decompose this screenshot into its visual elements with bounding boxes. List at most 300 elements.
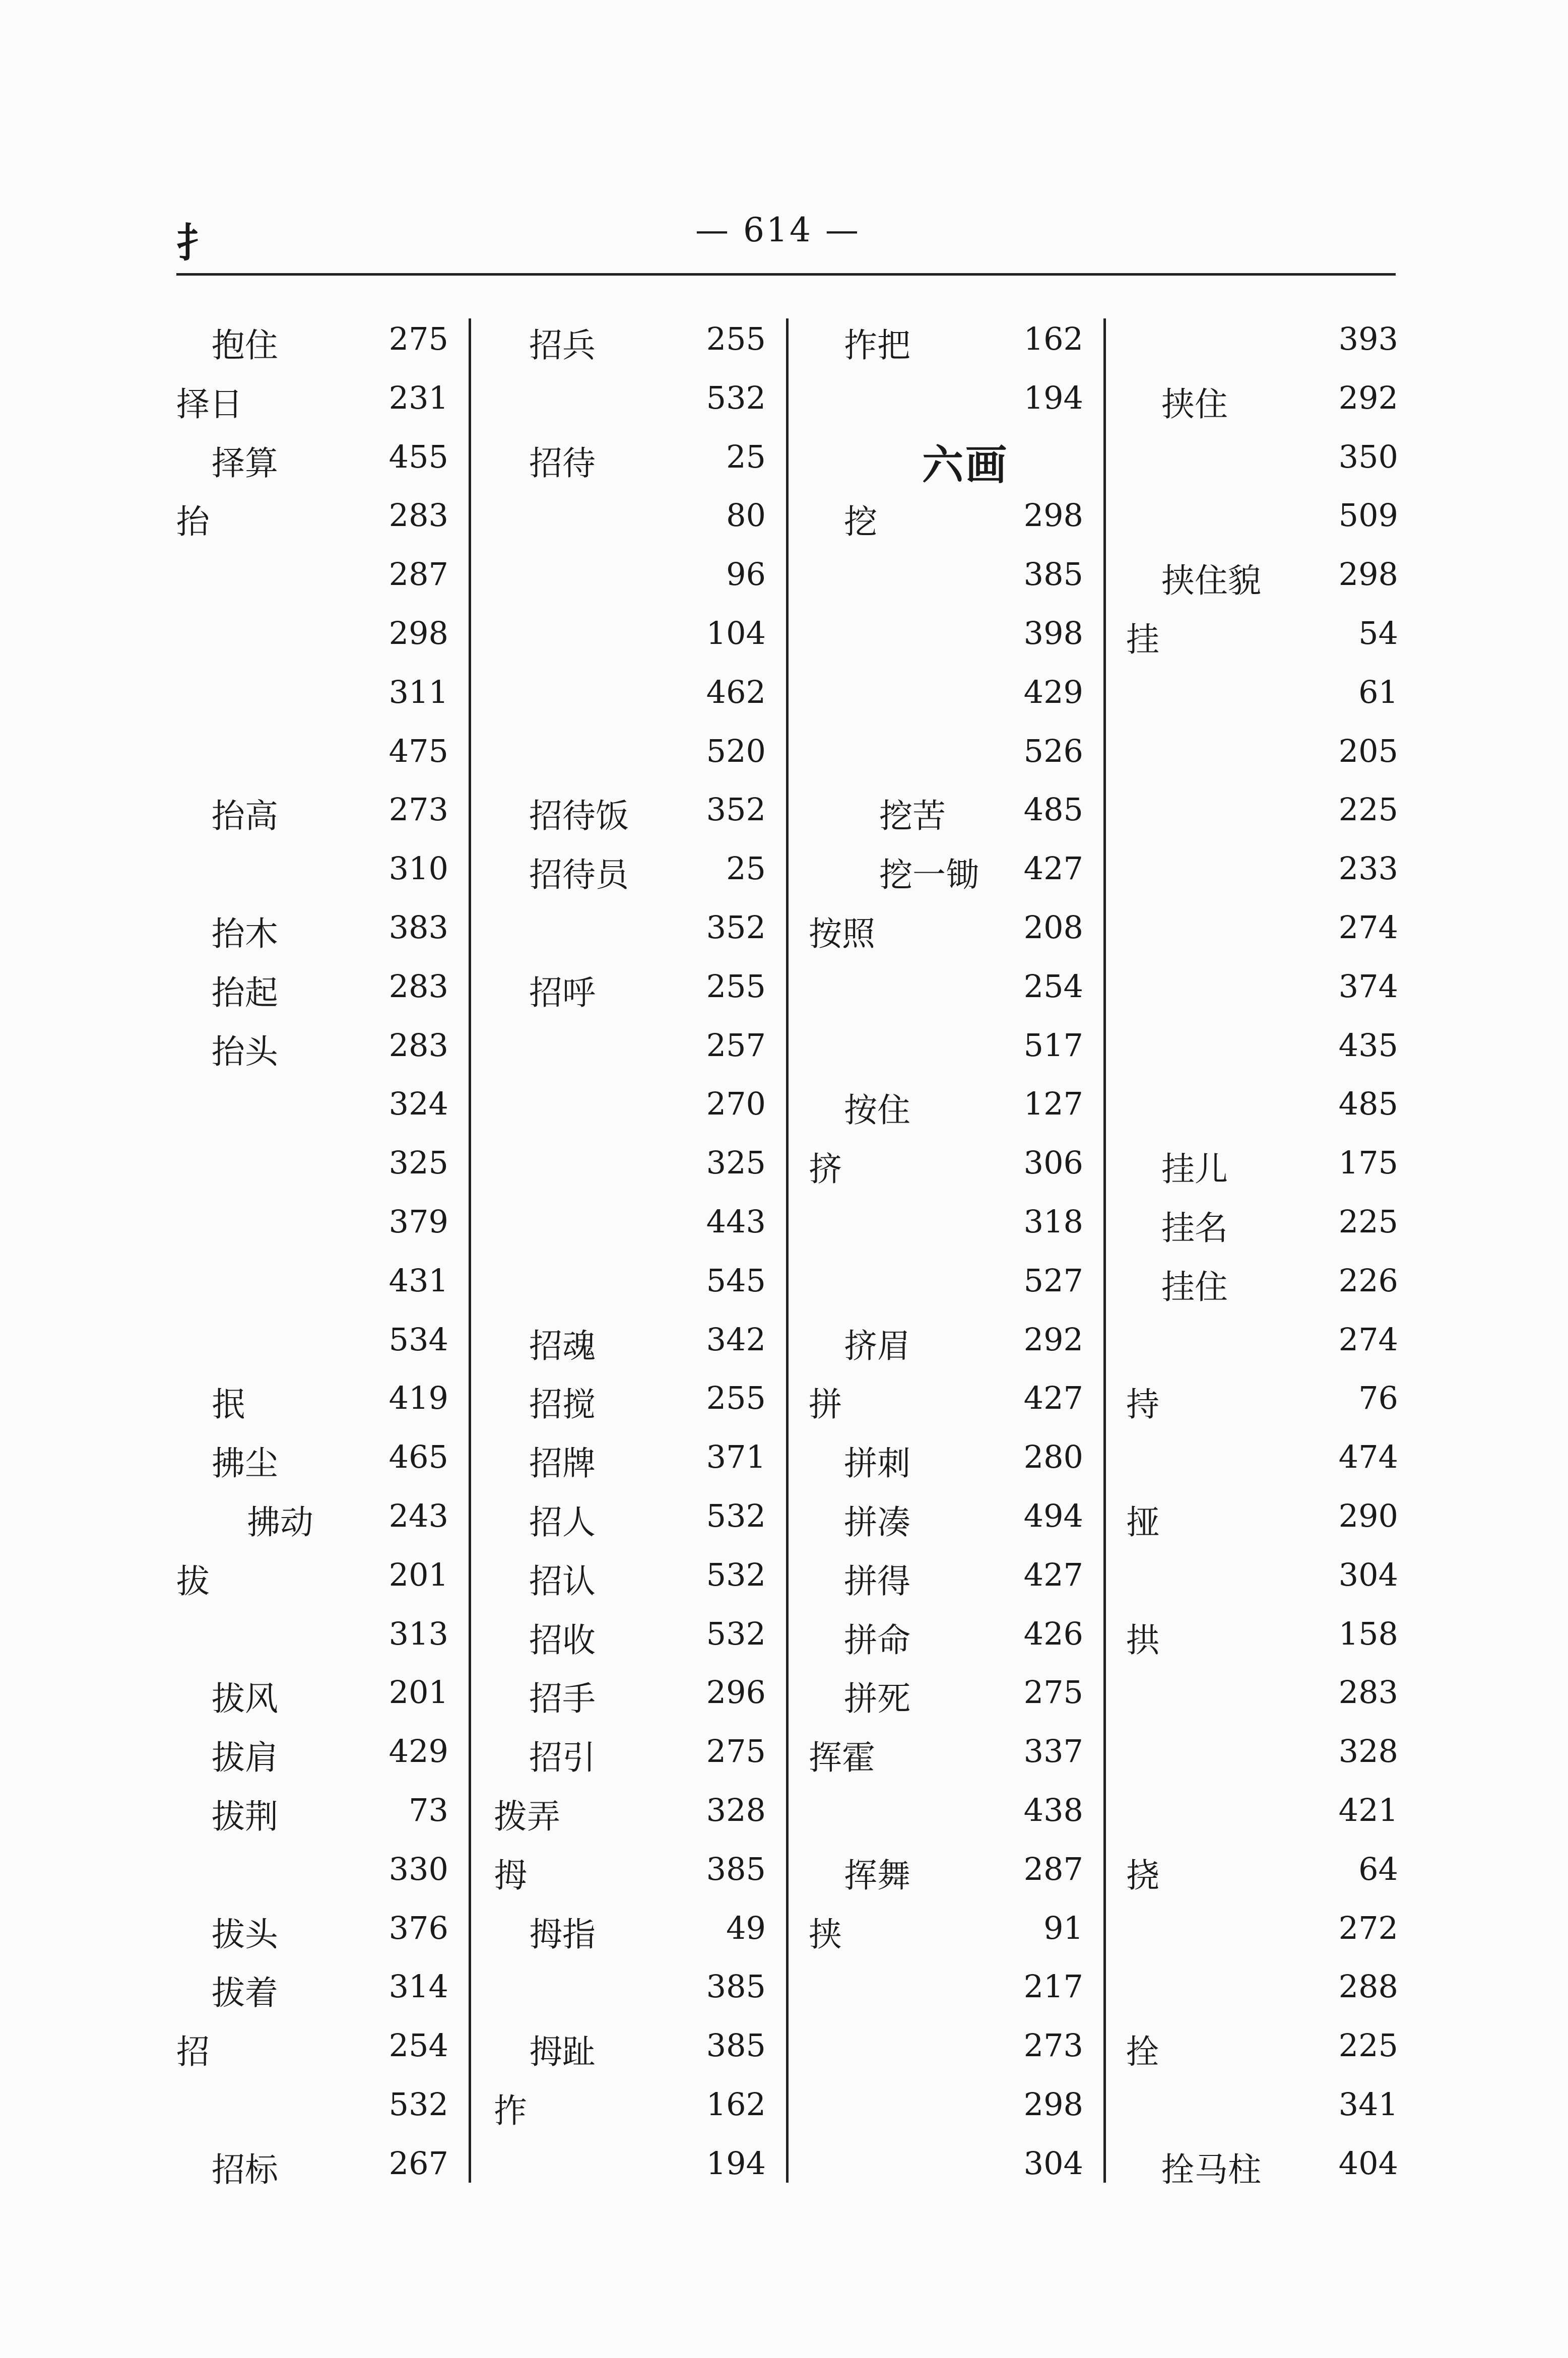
index-entry (494, 787, 766, 846)
index-entry (1126, 1611, 1398, 1670)
entry-page-number: 385 (706, 1968, 766, 2005)
entry-page-number: 194 (706, 2144, 766, 2182)
entry-page-number: 25 (726, 438, 766, 475)
index-entry (176, 1788, 448, 1847)
entry-page-number: 274 (1338, 1321, 1398, 1358)
index-entry (494, 316, 766, 375)
index-entry (1126, 1552, 1398, 1611)
entry-term: 招待 (529, 443, 596, 483)
index-entry (1126, 1729, 1398, 1788)
entry-page-number: 283 (388, 1026, 448, 1064)
entry-page-number: 25 (726, 850, 766, 887)
entry-page-number: 398 (1023, 614, 1083, 651)
entry-page-number: 532 (706, 1497, 766, 1534)
entry-term: 按照 (809, 914, 875, 953)
index-entry (809, 1081, 1083, 1140)
index-entry (1126, 1434, 1398, 1493)
index-entry (176, 1729, 448, 1788)
entry-term: 拼 (809, 1385, 842, 1424)
entry-page-number: 127 (1023, 1085, 1083, 1123)
index-entry (1126, 1670, 1398, 1729)
index-entry (494, 1081, 766, 1140)
entry-page-number: 532 (706, 1615, 766, 1652)
index-entry (176, 1670, 448, 1729)
page-number: — 614 — (695, 211, 861, 249)
entry-page-number: 287 (388, 556, 448, 593)
index-entry (809, 1376, 1083, 1434)
entry-term: 招兵 (529, 326, 596, 365)
index-entry (494, 1788, 766, 1847)
index-entry (809, 2023, 1083, 2082)
index-entry (809, 316, 1083, 375)
index-entry (494, 1906, 766, 1964)
entry-page-number: 311 (388, 673, 448, 710)
entry-page-number: 385 (706, 1850, 766, 1887)
entry-term: 挟住貌 (1161, 561, 1261, 601)
entry-page-number: 225 (1338, 791, 1398, 828)
entry-page-number: 341 (1338, 2085, 1398, 2123)
entry-page-number: 296 (706, 1674, 766, 1711)
entry-page-number: 526 (1023, 732, 1083, 769)
index-entry (1126, 1376, 1398, 1434)
index-entry (809, 1906, 1083, 1964)
entry-page-number: 231 (388, 379, 448, 416)
index-entry (494, 1964, 766, 2023)
entry-page-number: 465 (388, 1438, 448, 1476)
entry-page-number: 280 (1023, 1438, 1083, 1476)
entry-page-number: 429 (1023, 673, 1083, 710)
entry-page-number: 385 (1023, 556, 1083, 593)
entry-term: 拼命 (844, 1620, 910, 1660)
entry-page-number: 255 (706, 967, 766, 1005)
entry-page-number: 267 (388, 2144, 448, 2182)
index-entry (176, 493, 448, 552)
entry-page-number: 283 (388, 497, 448, 534)
entry-term: 拴 (1126, 2033, 1159, 2072)
entry-term: 拼凑 (844, 1502, 910, 1542)
entry-term: 拃把 (844, 326, 910, 365)
entry-term: 招魂 (529, 1326, 596, 1365)
index-entry (494, 552, 766, 611)
entry-term: 抱住 (212, 326, 278, 365)
index-entry (494, 1670, 766, 1729)
entry-page-number: 233 (1338, 850, 1398, 887)
entry-term: 拔肩 (212, 1738, 278, 1778)
entry-term: 挖一锄 (879, 856, 979, 895)
entry-term: 抬高 (212, 797, 278, 836)
index-entry (176, 1023, 448, 1082)
index-entry (494, 493, 766, 552)
entry-page-number: 201 (388, 1556, 448, 1593)
entry-page-number: 532 (388, 2085, 448, 2123)
entry-page-number: 532 (706, 379, 766, 416)
entry-page-number: 427 (1023, 850, 1083, 887)
index-entry (176, 1317, 448, 1376)
entry-page-number: 393 (1338, 320, 1398, 357)
entry-term: 招牌 (529, 1444, 596, 1483)
entry-term: 拇 (494, 1856, 527, 1895)
entry-page-number: 275 (1023, 1674, 1083, 1711)
entry-term: 拨弄 (494, 1797, 560, 1836)
column-divider (469, 318, 471, 2183)
entry-page-number: 379 (388, 1203, 448, 1240)
index-entry (176, 905, 448, 964)
index-entry (809, 729, 1083, 788)
entry-term: 招人 (529, 1502, 596, 1542)
index-entry (494, 1140, 766, 1199)
index-entry (176, 1493, 448, 1552)
entry-page-number: 290 (1338, 1497, 1398, 1534)
index-entry (494, 611, 766, 670)
index-entry (1126, 611, 1398, 670)
index-entry (494, 1434, 766, 1493)
entry-page-number: 534 (388, 1321, 448, 1358)
index-entry (809, 1788, 1083, 1847)
entry-term: 抬木 (212, 914, 278, 953)
entry-term: 招搅 (529, 1385, 596, 1424)
entry-term: 拼刺 (844, 1444, 910, 1483)
entry-page-number: 494 (1023, 1497, 1083, 1534)
index-entry (809, 1847, 1083, 1906)
entry-term: 招呼 (529, 973, 596, 1012)
entry-page-number: 194 (1023, 379, 1083, 416)
entry-term: 拇指 (529, 1915, 596, 1954)
index-entry (809, 2082, 1083, 2141)
index-entry (176, 1434, 448, 1493)
entry-page-number: 328 (706, 1791, 766, 1828)
index-entry (176, 787, 448, 846)
entry-page-number: 352 (706, 908, 766, 946)
entry-page-number: 310 (388, 850, 448, 887)
entry-term: 拔头 (212, 1915, 278, 1954)
index-entry (494, 2141, 766, 2200)
index-entry (176, 375, 448, 434)
index-entry (1126, 1081, 1398, 1140)
entry-page-number: 255 (706, 1380, 766, 1417)
index-entry (1126, 1317, 1398, 1376)
index-entry (176, 1552, 448, 1611)
index-entry (809, 493, 1083, 552)
entry-page-number: 313 (388, 1615, 448, 1652)
entry-page-number: 419 (388, 1380, 448, 1417)
index-entry (494, 670, 766, 729)
entry-page-number: 273 (1023, 2027, 1083, 2064)
index-entry (1126, 1493, 1398, 1552)
entry-page-number: 545 (706, 1262, 766, 1299)
entry-term: 拃 (494, 2091, 527, 2130)
entry-page-number: 61 (1358, 673, 1398, 710)
index-entry (176, 434, 448, 493)
entry-term: 挥舞 (844, 1856, 910, 1895)
column-divider (1103, 318, 1106, 2183)
entry-page-number: 158 (1338, 1615, 1398, 1652)
index-entry (809, 670, 1083, 729)
entry-page-number: 426 (1023, 1615, 1083, 1652)
index-entry (809, 1199, 1083, 1258)
index-entry (494, 1258, 766, 1317)
index-column-2 (494, 316, 766, 2200)
entry-term: 招手 (529, 1679, 596, 1719)
index-entry (176, 729, 448, 788)
index-entry (494, 729, 766, 788)
entry-page-number: 371 (706, 1438, 766, 1476)
entry-page-number: 429 (388, 1733, 448, 1770)
entry-term: 挠 (1126, 1856, 1159, 1895)
index-entry (809, 1729, 1083, 1788)
index-entry (809, 905, 1083, 964)
entry-term: 拔 (176, 1561, 210, 1601)
index-entry (494, 1317, 766, 1376)
index-column-4 (1126, 316, 1398, 2200)
index-entry (494, 964, 766, 1023)
entry-term: 挂名 (1161, 1208, 1228, 1248)
entry-page-number: 205 (1338, 732, 1398, 769)
index-entry (176, 1906, 448, 1964)
entry-page-number: 376 (388, 1909, 448, 1946)
entry-page-number: 435 (1338, 1026, 1398, 1064)
index-entry (494, 1493, 766, 1552)
index-entry (809, 375, 1083, 434)
entry-term: 择算 (212, 443, 278, 483)
entry-term: 招待饭 (529, 797, 629, 836)
index-entry (809, 1670, 1083, 1729)
entry-term: 挂 (1126, 620, 1159, 659)
entry-term: 招待员 (529, 856, 629, 895)
entry-page-number: 175 (1338, 1144, 1398, 1182)
entry-page-number: 273 (388, 791, 448, 828)
entry-term: 招 (176, 2033, 210, 2072)
entry-page-number: 91 (1043, 1909, 1083, 1946)
entry-term: 挖苦 (879, 797, 946, 836)
entry-term: 招认 (529, 1561, 596, 1601)
index-entry (809, 964, 1083, 1023)
entry-page-number: 257 (706, 1026, 766, 1064)
entry-term: 持 (1126, 1385, 1159, 1424)
index-entry (176, 552, 448, 611)
index-entry (176, 1199, 448, 1258)
index-entry (1126, 2082, 1398, 2141)
index-entry (176, 1964, 448, 2023)
index-entry (494, 375, 766, 434)
entry-term: 择日 (176, 384, 243, 424)
entry-term: 抬起 (212, 973, 278, 1012)
entry-page-number: 385 (706, 2027, 766, 2064)
index-entry (809, 1434, 1083, 1493)
entry-page-number: 475 (388, 732, 448, 769)
entry-page-number: 438 (1023, 1791, 1083, 1828)
entry-term: 抬 (176, 502, 210, 542)
index-entry (176, 1376, 448, 1434)
index-entry (1126, 552, 1398, 611)
index-entry (176, 611, 448, 670)
entry-page-number: 350 (1338, 438, 1398, 475)
entry-page-number: 49 (726, 1909, 766, 1946)
index-entry (1126, 1964, 1398, 2023)
index-entry (494, 1729, 766, 1788)
index-entry (494, 905, 766, 964)
entry-page-number: 64 (1358, 1850, 1398, 1887)
entry-page-number: 162 (706, 2085, 766, 2123)
entry-page-number: 225 (1338, 1203, 1398, 1240)
index-entry (1126, 1258, 1398, 1317)
index-entry (809, 552, 1083, 611)
entry-page-number: 80 (726, 497, 766, 534)
entry-page-number: 73 (409, 1791, 448, 1828)
index-entry (176, 1611, 448, 1670)
index-entry (176, 846, 448, 905)
index-entry (494, 2082, 766, 2141)
entry-term: 拂尘 (212, 1444, 278, 1483)
entry-term: 拱 (1126, 1620, 1159, 1660)
entry-page-number: 275 (706, 1733, 766, 1770)
index-entry (809, 1140, 1083, 1199)
index-entry (1126, 964, 1398, 1023)
index-entry (176, 670, 448, 729)
index-entry (1126, 2023, 1398, 2082)
entry-page-number: 328 (1338, 1733, 1398, 1770)
entry-page-number: 54 (1358, 614, 1398, 651)
entry-page-number: 324 (388, 1085, 448, 1123)
entry-term: 按住 (844, 1091, 910, 1130)
index-entry (176, 2141, 448, 2200)
index-entry (494, 434, 766, 493)
index-entry (494, 1376, 766, 1434)
index-entry (1126, 434, 1398, 493)
header-rule (176, 273, 1396, 276)
index-entry (809, 1552, 1083, 1611)
index-entry (1126, 375, 1398, 434)
index-entry (1126, 1847, 1398, 1906)
index-entry (494, 1611, 766, 1670)
index-entry (1126, 1906, 1398, 1964)
index-entry (1126, 1140, 1398, 1199)
entry-page-number: 254 (1023, 967, 1083, 1005)
index-entry (809, 1611, 1083, 1670)
entry-page-number: 292 (1338, 379, 1398, 416)
index-entry (494, 2023, 766, 2082)
index-entry (1126, 316, 1398, 375)
entry-page-number: 298 (1023, 497, 1083, 534)
entry-page-number: 431 (388, 1262, 448, 1299)
entry-page-number: 292 (1023, 1321, 1083, 1358)
index-entry (494, 846, 766, 905)
entry-term: 挟 (809, 1915, 842, 1954)
index-entry (1126, 493, 1398, 552)
section-heading: 六画 (922, 440, 1009, 489)
index-entry (1126, 1788, 1398, 1847)
entry-page-number: 342 (706, 1321, 766, 1358)
entry-term: 拔着 (212, 1974, 278, 2013)
entry-page-number: 337 (1023, 1733, 1083, 1770)
entry-page-number: 318 (1023, 1203, 1083, 1240)
entry-term: 挥霍 (809, 1738, 875, 1778)
entry-page-number: 298 (1338, 556, 1398, 593)
entry-page-number: 509 (1338, 497, 1398, 534)
entry-page-number: 314 (388, 1968, 448, 2005)
index-entry (1126, 787, 1398, 846)
index-column-3 (809, 316, 1083, 2200)
entry-page-number: 427 (1023, 1380, 1083, 1417)
index-entry (494, 1847, 766, 1906)
entry-page-number: 201 (388, 1674, 448, 1711)
entry-page-number: 76 (1358, 1380, 1398, 1417)
index-entry (176, 316, 448, 375)
index-entry (1126, 905, 1398, 964)
column-divider (786, 318, 789, 2183)
entry-page-number: 517 (1023, 1026, 1083, 1064)
index-entry (809, 787, 1083, 846)
radical-header: 扌 (176, 219, 217, 267)
entry-term: 拼得 (844, 1561, 910, 1601)
entry-term: 招引 (529, 1738, 596, 1778)
entry-page-number: 304 (1338, 1556, 1398, 1593)
entry-term: 拂动 (247, 1502, 313, 1542)
index-entry (809, 1258, 1083, 1317)
entry-page-number: 272 (1338, 1909, 1398, 1946)
entry-page-number: 427 (1023, 1556, 1083, 1593)
index-entry (809, 1023, 1083, 1082)
entry-term: 抿 (212, 1385, 245, 1424)
entry-term: 挂住 (1161, 1267, 1228, 1306)
index-entry (809, 2141, 1083, 2200)
entry-page-number: 287 (1023, 1850, 1083, 1887)
entry-page-number: 226 (1338, 1262, 1398, 1299)
index-entry (809, 1493, 1083, 1552)
entry-page-number: 462 (706, 673, 766, 710)
entry-term: 挖 (844, 502, 877, 542)
index-entry (809, 611, 1083, 670)
index-entry (809, 434, 1083, 493)
entry-page-number: 283 (1338, 1674, 1398, 1711)
entry-page-number: 374 (1338, 967, 1398, 1005)
entry-page-number: 485 (1023, 791, 1083, 828)
entry-page-number: 298 (1023, 2085, 1083, 2123)
entry-page-number: 330 (388, 1850, 448, 1887)
entry-page-number: 306 (1023, 1144, 1083, 1182)
entry-page-number: 421 (1338, 1791, 1398, 1828)
index-entry (494, 1023, 766, 1082)
entry-term: 挜 (1126, 1502, 1159, 1542)
entry-page-number: 255 (706, 320, 766, 357)
entry-page-number: 96 (726, 556, 766, 593)
entry-page-number: 325 (706, 1144, 766, 1182)
entry-page-number: 104 (706, 614, 766, 651)
entry-page-number: 208 (1023, 908, 1083, 946)
entry-term: 抬头 (212, 1032, 278, 1071)
index-entry (176, 1140, 448, 1199)
entry-page-number: 527 (1023, 1262, 1083, 1299)
index-entry (1126, 2141, 1398, 2200)
entry-page-number: 270 (706, 1085, 766, 1123)
index-entry (809, 846, 1083, 905)
entry-page-number: 298 (388, 614, 448, 651)
entry-page-number: 217 (1023, 1968, 1083, 2005)
entry-page-number: 283 (388, 967, 448, 1005)
entry-page-number: 485 (1338, 1085, 1398, 1123)
entry-page-number: 243 (388, 1497, 448, 1534)
index-entry (809, 1317, 1083, 1376)
entry-page-number: 274 (1338, 908, 1398, 946)
entry-page-number: 352 (706, 791, 766, 828)
entry-page-number: 162 (1023, 320, 1083, 357)
entry-page-number: 325 (388, 1144, 448, 1182)
entry-page-number: 275 (388, 320, 448, 357)
entry-term: 拼死 (844, 1679, 910, 1719)
entry-page-number: 225 (1338, 2027, 1398, 2064)
index-entry (1126, 846, 1398, 905)
entry-term: 挤眉 (844, 1326, 910, 1365)
entry-term: 拔荆 (212, 1797, 278, 1836)
